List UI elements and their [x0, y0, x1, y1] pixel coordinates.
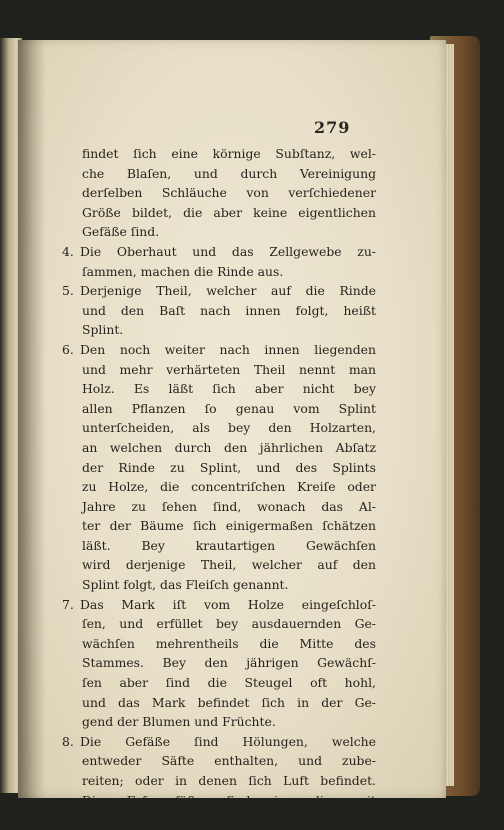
- line-text: Derjenige Theil, welcher auf die Rinde: [80, 283, 376, 299]
- line-text: wächſen mehrentheils die Mitte des: [82, 635, 376, 651]
- text-line: [82, 575, 376, 595]
- text-line: [62, 340, 376, 360]
- text-line: [82, 144, 376, 164]
- line-text: und das Mark befindet ſich in der Ge-: [82, 694, 376, 710]
- line-text: Holz. Es läßt ſich aber nicht bey: [82, 381, 376, 397]
- line-text: Splint.: [82, 322, 124, 338]
- text-line: [82, 458, 376, 478]
- page-text-block: [62, 144, 376, 830]
- text-line: [82, 477, 376, 497]
- paragraph-number: 8.: [62, 733, 74, 749]
- text-line: [82, 320, 376, 340]
- text-line: [82, 164, 376, 184]
- line-text: Stammes. Bey den jährigen Gewächſ-: [82, 655, 376, 671]
- paragraph-number: 7.: [62, 596, 74, 612]
- line-text: Die Oberhaut und das Zellgewebe zu-: [80, 243, 376, 259]
- line-text: Die Faſergefäße ſind inwendig mit: [82, 792, 376, 808]
- line-text: läßt. Bey krautartigen Gewächſen: [82, 537, 376, 553]
- paragraph-number: 4.: [62, 243, 74, 259]
- text-line: [62, 281, 376, 301]
- line-text: unterſcheiden, als bey den Holzarten,: [82, 420, 376, 436]
- text-line: [82, 438, 376, 458]
- page-gutter-shadow: [18, 40, 46, 798]
- line-text: Den noch weiter nach innen liegenden: [80, 341, 376, 357]
- text-line: [82, 379, 376, 399]
- text-line: [82, 673, 376, 693]
- text-line: [82, 262, 376, 282]
- text-line: [82, 418, 376, 438]
- line-text: ſen aber ſind die Steugel oft hohl,: [82, 675, 376, 691]
- page-number: 279: [314, 118, 351, 137]
- line-text: reiten; oder in denen ſich Luft befindet.: [82, 773, 376, 788]
- line-text: allen Pflanzen ſo genau vom Splint: [82, 400, 376, 416]
- text-line: [82, 810, 376, 830]
- line-text: che Blaſen, und durch Vereinigung: [82, 165, 376, 181]
- line-text: wird derjenige Theil, welcher auf den: [82, 557, 376, 573]
- text-line: [82, 791, 376, 811]
- text-line: [82, 222, 376, 242]
- paragraph-number: 6.: [62, 341, 74, 357]
- text-line: [82, 497, 376, 517]
- text-line: [82, 301, 376, 321]
- text-line: [82, 536, 376, 556]
- text-line: [82, 360, 376, 380]
- line-text: Haaren oder Faſern beſetzt. Zu den: [82, 812, 376, 828]
- text-line: [82, 693, 376, 713]
- text-line: [82, 614, 376, 634]
- line-text: ſammen, machen die Rinde aus.: [82, 263, 284, 279]
- text-line: [82, 771, 376, 791]
- line-text: ter der Bäume ſich einigermaßen ſchätzen: [82, 518, 376, 534]
- line-text: entweder Säfte enthalten, und zube-: [82, 753, 376, 769]
- book-page: [18, 40, 446, 828]
- line-text: findet ſich eine körnige Subſtanz, wel-: [82, 146, 376, 161]
- line-text: Größe bildet, die aber keine eigentlichen: [82, 204, 376, 220]
- line-text: Jahre zu ſehen ſind, wonach das Al-: [82, 498, 376, 514]
- line-text: gend der Blumen und Früchte.: [82, 714, 276, 730]
- line-text: Splint folgt, das Fleiſch genannt.: [82, 577, 289, 593]
- paragraph-number: 5.: [62, 283, 74, 299]
- line-text: der Rinde zu Splint, und des Splints: [82, 459, 376, 475]
- line-text: zu Holze, die concentriſchen Kreiſe oder: [82, 479, 376, 495]
- text-line: [82, 653, 376, 673]
- line-text: und mehr verhärteten Theil nennt man: [82, 361, 376, 377]
- line-text: und den Baſt nach innen folgt, heißt: [82, 302, 376, 318]
- text-line: [62, 732, 376, 752]
- line-text: Das Mark iſt vom Holze eingeſchloſ-: [80, 596, 376, 612]
- text-line: [82, 516, 376, 536]
- text-line: [82, 555, 376, 575]
- text-line: [82, 751, 376, 771]
- line-text: Die Gefäße ſind Hölungen, welche: [80, 733, 376, 749]
- text-line: [82, 712, 376, 732]
- text-line: [62, 242, 376, 262]
- line-text: an welchen durch den jährlichen Abſatz: [82, 439, 376, 455]
- line-text: ſen, und erfüllet bey ausdauernden Ge-: [82, 616, 376, 632]
- line-text: Gefäße ſind.: [82, 224, 160, 240]
- line-text: derſelben Schläuche von verſchiedener: [82, 185, 376, 201]
- text-line: [82, 183, 376, 203]
- text-line: [82, 399, 376, 419]
- text-line: [82, 634, 376, 654]
- text-line: [82, 203, 376, 223]
- text-line: [62, 595, 376, 615]
